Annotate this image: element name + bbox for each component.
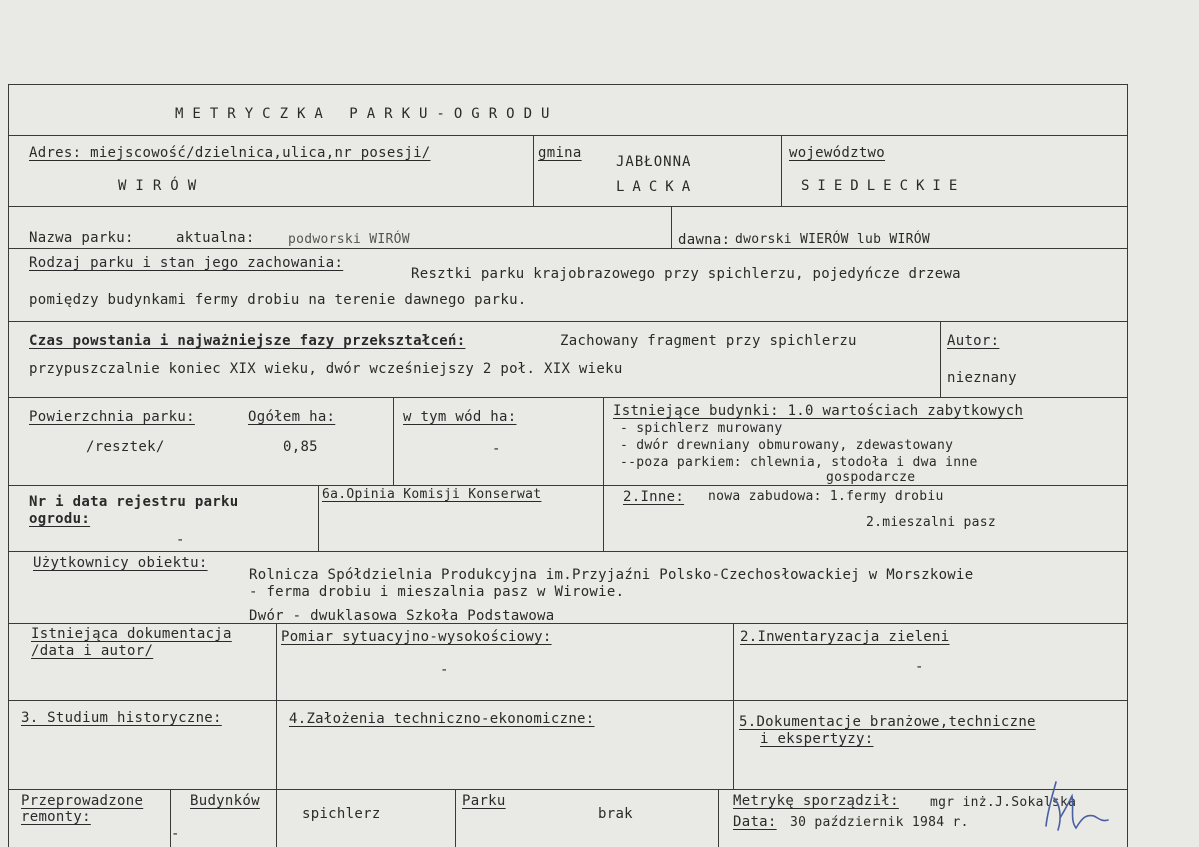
rule (603, 485, 604, 551)
buildings-item-3: --poza parkiem: chlewnia, stodoła i dwa inne (620, 455, 978, 470)
park-name-former-value: dworski WIERÓW lub WIRÓW (735, 232, 931, 247)
rule (318, 485, 319, 551)
prepared-by-label: Metrykę sporządził: (733, 793, 899, 809)
survey-label: Pomiar sytuacyjno-wysokościowy: (281, 629, 552, 645)
area-total-label: Ogółem ha: (248, 409, 336, 425)
users-line-1: Rolnicza Spółdzielnia Produkcyjna im.Przyjaźni Polsko-Czechosłowackiej w Morszkowie (249, 567, 974, 583)
rule (718, 789, 719, 847)
rule (8, 551, 1128, 552)
rule (8, 623, 1128, 624)
gmina-value-2: LACKA (616, 179, 699, 195)
register-label-1: Nr i data rejestru parku (29, 494, 239, 510)
rule (276, 789, 277, 847)
rule (8, 135, 1128, 136)
rule (940, 321, 941, 397)
branch-docs-label-1: 5.Dokumentacje branżowe,techniczne (739, 714, 1036, 730)
gmina-value-1: JABŁONNA (616, 154, 692, 170)
renovations-buildings-label: Budynków (190, 793, 260, 809)
rule (8, 485, 1128, 486)
buildings-item-1: - spichlerz murowany (620, 421, 783, 436)
voivodeship-label: województwo (789, 145, 886, 161)
survey-value: - (440, 662, 449, 678)
author-label: Autor: (947, 333, 1000, 349)
rule (671, 206, 672, 248)
history-line-1: Zachowany fragment przy spichlerzu (560, 333, 857, 349)
users-line-3: Dwór - dwuklasowa Szkoła Podstawowa (249, 608, 555, 622)
park-type-line-1: Resztki parku krajobrazowego przy spichlerzu, pojedyńcze drzewa (411, 266, 961, 282)
date-value: 30 październik 1984 r. (790, 815, 969, 830)
rule (8, 84, 1128, 85)
author-value: nieznany (947, 370, 1017, 386)
park-type-line-2: pomiędzy budynkami fermy drobiu na terenie dawnego parku. (29, 292, 527, 308)
history-label: Czas powstania i najważniejsze fazy przekształceń: (29, 333, 466, 349)
voivodeship-value: SIEDLECKIE (801, 178, 966, 194)
opinion-label: 6a.Opinia Komisji Konserwat (322, 487, 542, 502)
area-total-value: 0,85 (283, 439, 318, 455)
rule (8, 700, 1128, 701)
rule (733, 623, 734, 700)
address-value: WIRÓW (118, 178, 206, 194)
other-label: 2.Inne: (623, 489, 685, 505)
other-line-2: 2.mieszalni pasz (866, 515, 997, 530)
rule (533, 135, 534, 206)
assumptions-label: 4.Założenia techniczno-ekonomiczne: (289, 711, 595, 727)
water-value: - (492, 441, 501, 457)
study-label: 3. Studium historyczne: (21, 710, 222, 726)
park-name-former-label: dawna: (678, 232, 731, 248)
buildings-item-4: gospodarcze (826, 471, 916, 484)
inventory-label: 2.Inwentaryzacja zieleni (740, 629, 950, 645)
rule (276, 623, 277, 700)
area-remnants: /resztek/ (86, 439, 165, 455)
documentation-label-1: Istniejąca dokumentacja (31, 626, 232, 642)
buildings-label: Istniejące budynki: 1.0 wartościach zabytkowych (613, 403, 1024, 419)
renovations-label-1: Przeprowadzone (21, 793, 144, 809)
renovations-buildings-value: spichlerz (302, 806, 381, 822)
rule (276, 700, 277, 789)
address-label: Adres: miejscowość/dzielnica,ulica,nr posesji/ (29, 145, 431, 161)
history-line-2: przypuszczalnie koniec XIX wieku, dwór wcześniejszy 2 poł. XIX wieku (29, 361, 623, 377)
branch-docs-label-2: i ekspertyzy: (760, 731, 874, 747)
date-label: Data: (733, 814, 777, 830)
rule (8, 248, 1128, 249)
border-left (8, 84, 9, 847)
renovations-park-label: Parku (462, 793, 506, 809)
park-type-label: Rodzaj parku i stan jego zachowania: (29, 255, 344, 271)
rule (455, 789, 456, 847)
renovations-label-2: remonty: (21, 809, 91, 825)
border-right (1127, 84, 1128, 847)
renovations-park-value: brak (598, 806, 633, 822)
area-label: Powierzchnia parku: (29, 409, 195, 425)
rule (8, 321, 1128, 322)
water-label: w tym wód ha: (403, 409, 517, 425)
park-name-label: Nazwa parku: (29, 230, 134, 246)
prepared-by-name: mgr inż.J.Sokalska (930, 795, 1077, 810)
rule (733, 700, 734, 789)
register-value: - (176, 532, 185, 548)
users-line-2: - ferma drobiu i mieszalnia pasz w Wirowie. (249, 584, 625, 600)
park-name-current-label: aktualna: (176, 230, 255, 246)
rule (8, 206, 1128, 207)
rule (781, 135, 782, 206)
users-label: Użytkownicy obiektu: (33, 555, 208, 571)
inventory-value: - (915, 659, 924, 675)
page-title: METRYCZKA PARKU-OGRODU (175, 106, 559, 122)
gmina-label: gmina (538, 145, 582, 161)
other-line-1: nowa zabudowa: 1.fermy drobiu (708, 489, 944, 504)
buildings-item-2: - dwór drewniany obmurowany, zdewastowany (620, 438, 954, 453)
rule (603, 397, 604, 485)
register-label-2: ogrodu: (29, 511, 91, 527)
documentation-label-2: /data i autor/ (31, 643, 154, 659)
renovations-dash: - (171, 826, 180, 842)
park-name-current-value: podworski WIRÓW (288, 232, 410, 247)
signature (1036, 778, 1116, 834)
rule (393, 397, 394, 485)
rule (8, 397, 1128, 398)
rule (8, 789, 1128, 790)
